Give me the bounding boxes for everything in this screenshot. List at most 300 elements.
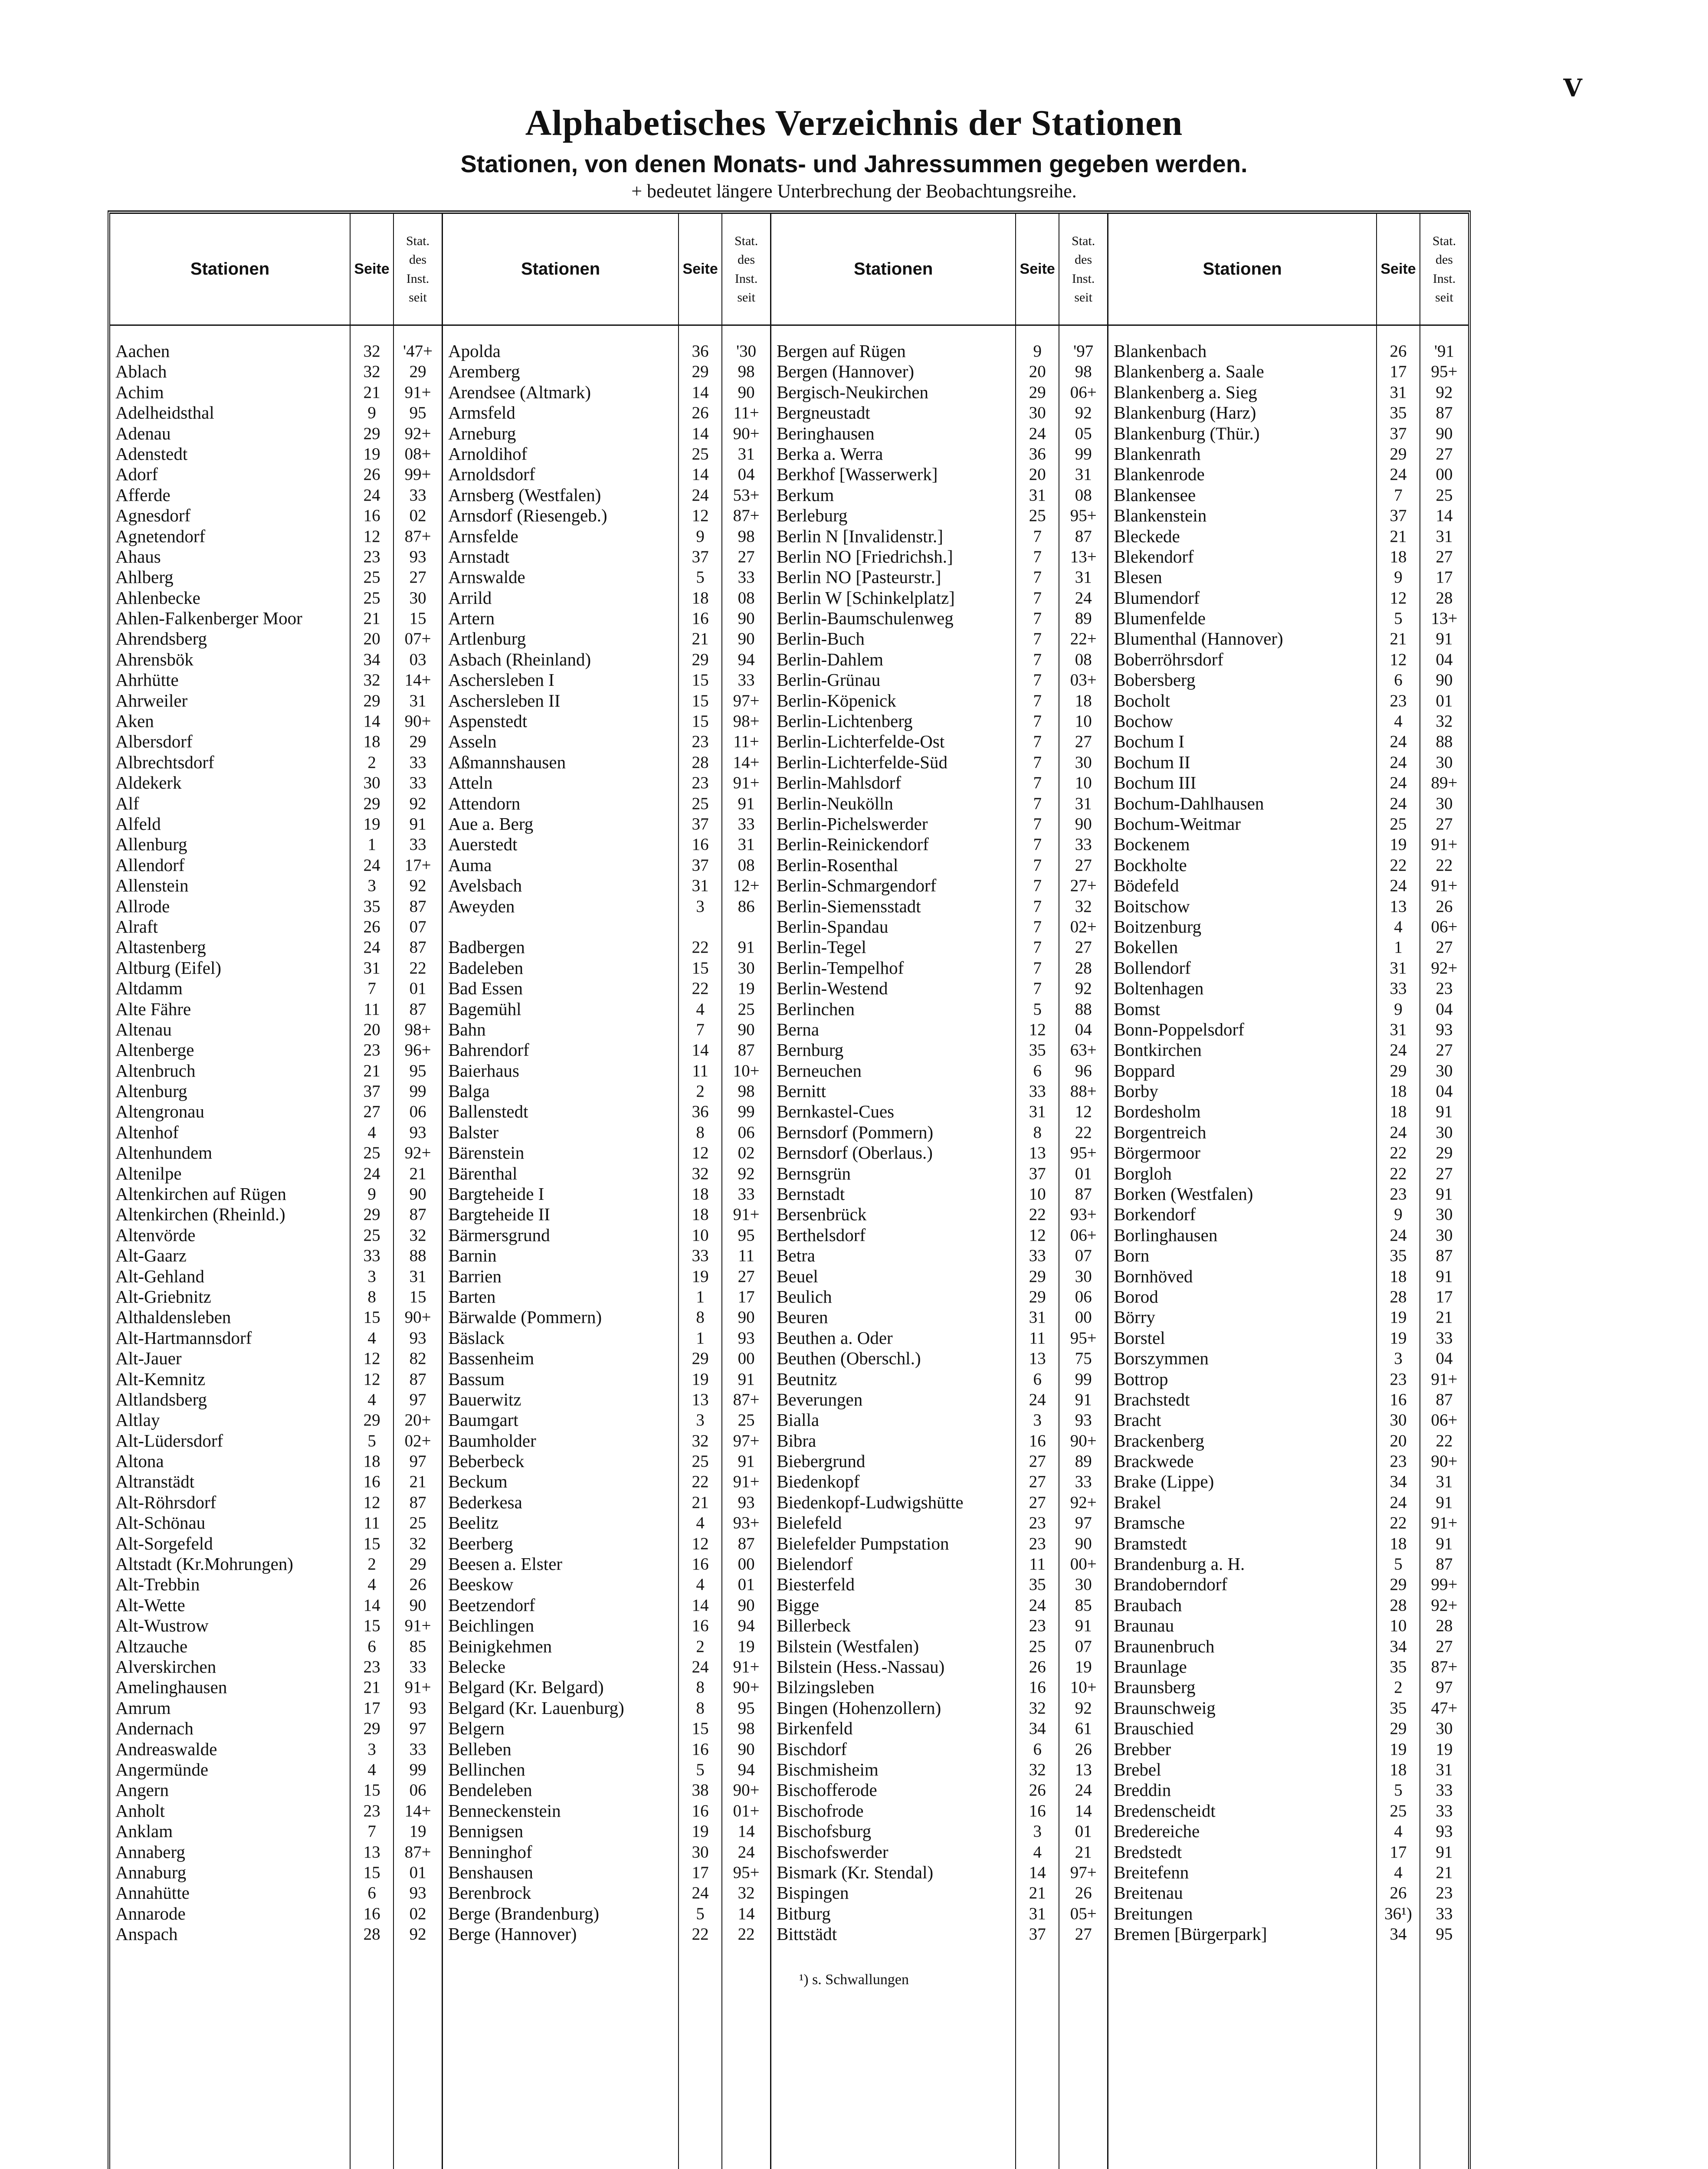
station-stat-seit: 91: [738, 938, 755, 957]
station-name: Bochum I: [1114, 731, 1185, 752]
station-name: Bärenstein: [448, 1143, 525, 1163]
station-stat-seit: '91: [1434, 342, 1455, 360]
station-name: Badbergen: [448, 937, 525, 957]
station-stat-seit: 28: [1436, 1616, 1453, 1635]
station-seite: 21: [1390, 527, 1407, 546]
station-name: Bleckede: [1114, 526, 1180, 546]
station-seite: 37: [692, 855, 709, 875]
header-stat-des-inst-seit: [394, 214, 442, 326]
station-name: Bramsche: [1114, 1513, 1185, 1533]
station-name: Ahrweiler: [115, 690, 188, 711]
station-stat-seit: 02: [738, 1143, 755, 1163]
station-seite: 27: [1029, 1493, 1046, 1512]
station-stat-seit: 90: [409, 1596, 426, 1615]
station-stat-seit: 99: [738, 1102, 755, 1121]
station-name: Aachen: [115, 341, 170, 361]
station-seite: 32: [692, 1431, 709, 1450]
station-stat-seit: 87: [1436, 1246, 1453, 1265]
station-name: Biedenkopf: [777, 1471, 860, 1492]
station-name: Borlinghausen: [1114, 1225, 1218, 1245]
station-seite: 7: [1033, 547, 1042, 566]
station-seite: 11: [364, 999, 380, 1019]
header-stat-line: Stat.: [1072, 233, 1095, 248]
station-seite: 33: [363, 1246, 380, 1265]
station-stat-seit: 87: [409, 938, 426, 957]
station-seite: 1: [1394, 938, 1403, 957]
station-name: Bendeleben: [448, 1780, 532, 1800]
station-name: Altranstädt: [115, 1471, 195, 1492]
station-stat-seit: 31: [409, 1267, 426, 1286]
station-name: Bischofsburg: [777, 1821, 872, 1841]
station-seite: 18: [363, 732, 380, 751]
station-seite: 4: [696, 999, 705, 1019]
station-stat-seit: 30: [1075, 1267, 1092, 1286]
station-seite: 14: [692, 1041, 709, 1060]
station-name: Belleben: [448, 1739, 511, 1759]
station-stat-seit: 92: [1075, 1698, 1092, 1717]
station-stat-seit: 87+: [1431, 1658, 1458, 1676]
station-seite: 29: [363, 424, 380, 443]
station-name: Agnesdorf: [115, 505, 191, 526]
header-stat-line: des: [738, 252, 755, 267]
station-name: Alt-Röhrsdorf: [115, 1492, 216, 1512]
station-stat-seit: 92+: [404, 1143, 431, 1163]
station-stat-seit: 61: [1075, 1719, 1092, 1738]
station-seite: 12: [692, 1143, 709, 1163]
station-seite: 16: [692, 1616, 709, 1635]
station-name: Berlin-Köpenick: [777, 690, 896, 711]
station-stat-seit: 99: [409, 1082, 426, 1101]
station-name: Bontkirchen: [1114, 1040, 1202, 1060]
station-stat-seit: 91+: [733, 1472, 760, 1491]
station-stat-seit: 91: [1436, 1102, 1453, 1121]
station-seite: 29: [1029, 1267, 1046, 1286]
station-name: Ahrendsberg: [115, 629, 207, 649]
station-stat-seit: 26: [409, 1575, 426, 1594]
station-stat-seit: 87: [409, 1205, 426, 1224]
station-name: Blekendorf: [1114, 546, 1194, 567]
station-name: Beulich: [777, 1286, 832, 1307]
station-name: Alt-Wustrow: [115, 1615, 209, 1636]
station-seite: 13: [692, 1390, 709, 1409]
station-name: Bernkastel-Cues: [777, 1101, 895, 1122]
station-seite: 6: [1394, 671, 1403, 690]
header-stationen: Stationen: [771, 214, 1015, 326]
station-seite: 14: [363, 1596, 380, 1615]
station-stat-seit: 87: [1075, 527, 1092, 546]
station-name: Braunlage: [1114, 1657, 1187, 1677]
station-seite: 37: [1029, 1164, 1046, 1183]
station-name: Bielefelder Pumpstation: [777, 1533, 949, 1553]
station-name: Bernstadt: [777, 1184, 845, 1204]
station-stat-seit: 94: [738, 1760, 755, 1779]
station-name: Bokellen: [1114, 937, 1178, 957]
station-stat-seit: 17: [1436, 1287, 1453, 1306]
station-stat-seit: 91: [1436, 1534, 1453, 1553]
station-stat-seit: 87: [738, 1534, 755, 1553]
station-seite: 34: [1029, 1719, 1046, 1738]
station-seite: 16: [692, 835, 709, 854]
station-stat-seit: 93: [409, 1884, 426, 1903]
station-seite: 21: [692, 629, 709, 649]
station-name: Ahaus: [115, 546, 161, 567]
station-name: Artern: [448, 608, 495, 629]
station-stat-seit: 04: [1075, 1020, 1092, 1039]
station-stat-seit: 10: [1075, 712, 1092, 731]
station-name: Alt-Sorgefeld: [115, 1533, 213, 1553]
station-seite: 3: [367, 876, 376, 895]
header-stat-des-inst-seit: [1059, 214, 1107, 326]
station-seite: 9: [1394, 1205, 1403, 1224]
station-seite: 8: [696, 1308, 705, 1327]
station-stat-seit: 27: [1436, 1164, 1453, 1183]
station-name: Adenau: [115, 423, 171, 443]
station-seite: 19: [692, 1822, 709, 1841]
station-name: Bilzingsleben: [777, 1677, 875, 1697]
station-seite: 16: [1390, 1390, 1407, 1409]
station-name: Belecke: [448, 1657, 506, 1677]
station-stat-seit: 26: [1075, 1884, 1092, 1903]
station-stat-seit: 24: [1075, 588, 1092, 607]
station-name: Benneckenstein: [448, 1800, 561, 1821]
station-stat-seit: 93: [1436, 1020, 1453, 1039]
station-stat-seit: 06: [738, 1123, 755, 1142]
station-name: Blankenburg (Thür.): [1114, 423, 1260, 443]
station-seite: 15: [363, 1781, 380, 1800]
station-stat-seit: 27: [1075, 938, 1092, 957]
station-seite: 29: [1390, 1719, 1407, 1738]
station-stat-seit: 31: [1436, 527, 1453, 546]
station-name: Belgard (Kr. Lauenburg): [448, 1697, 624, 1718]
station-name: Alraft: [115, 916, 158, 937]
station-name: Alt-Wette: [115, 1595, 185, 1615]
station-name: Bochow: [1114, 711, 1173, 731]
station-name: Bargteheide I: [448, 1184, 544, 1204]
station-name: Biesterfeld: [777, 1574, 855, 1595]
station-name: Bergisch-Neukirchen: [777, 382, 929, 402]
station-name: Adenstedt: [115, 443, 188, 464]
station-seite: 25: [1390, 1801, 1407, 1820]
station-name: Borgloh: [1114, 1163, 1172, 1183]
station-name: Blumenthal (Hannover): [1114, 629, 1283, 649]
station-seite: 30: [363, 773, 380, 793]
station-stat-seit: 90+: [733, 1781, 760, 1800]
station-name: Auerstedt: [448, 834, 518, 855]
station-stat-seit: 88: [409, 1246, 426, 1265]
station-seite: 29: [363, 1205, 380, 1224]
page-subtitle: Stationen, von denen Monats- und Jahressummen gegeben werden.: [460, 150, 1248, 177]
station-seite: 12: [363, 1493, 380, 1512]
station-name: Arnstadt: [448, 546, 510, 567]
station-name: Albersdorf: [115, 731, 193, 752]
station-stat-seit: 90+: [733, 1678, 760, 1697]
station-name: Altenvörde: [115, 1225, 196, 1245]
station-name: Bielefeld: [777, 1513, 842, 1533]
station-stat-seit: 08+: [404, 444, 431, 463]
station-name: Arendsee (Altmark): [448, 382, 591, 402]
station-stat-seit: 91: [1436, 629, 1453, 649]
station-seite: 29: [1390, 444, 1407, 463]
station-name: Bobersberg: [1114, 670, 1196, 690]
station-name: Altenkirchen auf Rügen: [115, 1184, 286, 1204]
station-stat-seit: 30: [1075, 753, 1092, 772]
station-name: Breitungen: [1114, 1903, 1193, 1923]
station-stat-seit: 91: [738, 794, 755, 813]
station-seite: 16: [1029, 1431, 1046, 1450]
station-name: Aldekerk: [115, 773, 182, 793]
station-name: Bernsdorf (Pommern): [777, 1122, 934, 1142]
station-name: Alt-Gehland: [115, 1266, 204, 1286]
station-stat-seit: 14: [1436, 506, 1453, 525]
station-stat-seit: 04: [1436, 1349, 1453, 1368]
station-seite: 29: [363, 794, 380, 813]
station-stat-seit: 87+: [733, 1390, 760, 1409]
station-stat-seit: 33: [1075, 1472, 1092, 1491]
station-seite: 31: [1390, 1020, 1407, 1039]
station-stat-seit: 98: [738, 527, 755, 546]
station-name: Altlay: [115, 1410, 160, 1430]
station-seite: 25: [1029, 506, 1046, 525]
station-stat-seit: 10+: [733, 1061, 760, 1080]
station-stat-seit: 94: [738, 650, 755, 669]
station-seite: 37: [692, 547, 709, 566]
station-stat-seit: 87: [1436, 1555, 1453, 1574]
station-seite: 14: [692, 424, 709, 443]
station-stat-seit: 32: [1075, 897, 1092, 916]
station-name: Blankenstein: [1114, 505, 1207, 526]
header-stat-line: Inst.: [734, 271, 758, 286]
station-stat-seit: 87: [1436, 403, 1453, 423]
station-stat-seit: 93: [409, 1698, 426, 1717]
station-seite: 24: [1390, 876, 1407, 895]
station-seite: 23: [692, 732, 709, 751]
station-name: Boppard: [1114, 1060, 1175, 1081]
station-seite: 4: [1394, 1863, 1403, 1882]
station-name: Berthelsdorf: [777, 1225, 866, 1245]
station-seite: 10: [1029, 1185, 1046, 1204]
station-stat-seit: 92+: [1431, 1596, 1458, 1615]
station-name: Annarode: [115, 1903, 186, 1923]
station-name: Anklam: [115, 1821, 173, 1841]
station-name: Aweyden: [448, 896, 515, 916]
station-name: Bochum II: [1114, 752, 1190, 772]
station-name: Adorf: [115, 464, 158, 485]
station-seite: [679, 917, 721, 937]
station-name: Braunschweig: [1114, 1697, 1216, 1718]
station-seite: 19: [1390, 835, 1407, 854]
station-name: Bäslack: [448, 1327, 505, 1348]
station-seite: 29: [1029, 1287, 1046, 1306]
station-seite: 6: [1033, 1740, 1042, 1759]
station-seite: 11: [1029, 1328, 1046, 1347]
station-name: Alt-Lüdersdorf: [115, 1430, 223, 1451]
station-seite: 18: [692, 1205, 709, 1224]
station-stat-seit: 02+: [404, 1431, 431, 1450]
station-stat-seit: 01: [1075, 1164, 1092, 1183]
header-stat-line: des: [409, 252, 427, 267]
station-stat-seit: 93: [738, 1493, 755, 1512]
station-name: Brackwede: [1114, 1451, 1194, 1471]
station-stat-seit: 19: [1075, 1658, 1092, 1676]
station-stat-seit: 15: [409, 1287, 426, 1306]
station-stat-seit: 87: [409, 897, 426, 916]
station-stat-seit: 33: [409, 1740, 426, 1759]
station-name: Berenbrock: [448, 1883, 531, 1903]
station-stat-seit: 21: [409, 1164, 426, 1183]
station-seite: 1: [696, 1328, 705, 1347]
station-name: Arnsberg (Westfalen): [448, 485, 601, 505]
station-name: Berlin-Mahlsdorf: [777, 773, 902, 793]
station-name: Bassum: [448, 1369, 505, 1389]
station-seite: 2: [696, 1082, 705, 1101]
station-name: Blankensee: [1114, 485, 1196, 505]
station-name: Brakel: [1114, 1492, 1161, 1512]
station-seite: 29: [692, 362, 709, 381]
station-seite: 26: [363, 917, 380, 936]
station-seite: 32: [1029, 1698, 1046, 1717]
station-name: Avelsbach: [448, 875, 522, 896]
station-seite: 16: [692, 1555, 709, 1574]
station-name: Birkenfeld: [777, 1718, 853, 1739]
station-stat-seit: 04: [1436, 999, 1453, 1019]
station-seite: 22: [1390, 1164, 1407, 1183]
station-seite: 25: [692, 444, 709, 463]
station-seite: 2: [1394, 1678, 1403, 1697]
station-seite: 5: [1394, 1555, 1403, 1574]
station-seite: 30: [1390, 1411, 1407, 1430]
station-stat-seit: 92: [1075, 979, 1092, 998]
station-seite: 23: [1029, 1534, 1046, 1553]
station-seite: 12: [363, 527, 380, 546]
station-stat-seit: 99: [1075, 444, 1092, 463]
station-seite: 33: [1029, 1246, 1046, 1265]
station-name: Altburg (Eifel): [115, 957, 222, 978]
station-stat-seit: 12+: [733, 876, 760, 895]
station-name: Berka a. Werra: [777, 443, 883, 464]
station-name: Alf: [115, 793, 139, 813]
station-name: Albrechtsdorf: [115, 752, 214, 772]
station-name: Afferde: [115, 485, 170, 505]
station-name: Brackenberg: [1114, 1430, 1204, 1451]
station-name: Ahlenbecke: [115, 587, 200, 608]
station-name: Bitburg: [777, 1903, 831, 1923]
station-seite: 13: [1029, 1349, 1046, 1368]
station-name: Arnoldsdorf: [448, 464, 535, 485]
station-stat-seit: 95+: [1070, 1143, 1097, 1163]
station-seite: 25: [363, 1143, 380, 1163]
station-seite: 17: [1390, 1842, 1407, 1861]
station-seite: 25: [363, 1225, 380, 1245]
station-seite: 25: [363, 568, 380, 587]
station-stat-seit: 27: [1436, 1637, 1453, 1656]
station-name: Berlin-Siemensstadt: [777, 896, 921, 916]
header-stat-line: Stat.: [1432, 233, 1456, 248]
station-stat-seit: 17+: [404, 855, 431, 875]
station-seite: 9: [1394, 568, 1403, 587]
station-name: Bergen auf Rügen: [777, 341, 906, 361]
station-seite: 25: [1029, 1637, 1046, 1656]
station-name: Berlin W [Schinkelplatz]: [777, 587, 955, 608]
station-seite: 31: [692, 876, 709, 895]
station-name: Artlenburg: [448, 629, 526, 649]
station-seite: 24: [1390, 465, 1407, 484]
station-seite: 20: [363, 1020, 380, 1039]
station-stat-seit: 90: [738, 1740, 755, 1759]
station-stat-seit: 91+: [733, 1658, 760, 1676]
station-seite: 19: [1390, 1328, 1407, 1347]
station-name: Altenburg: [115, 1081, 187, 1101]
station-stat-seit: 90: [1436, 671, 1453, 690]
station-name: Bocholt: [1114, 690, 1170, 711]
station-seite: 18: [692, 1185, 709, 1204]
station-name: Alverskirchen: [115, 1657, 216, 1677]
station-stat-seit: 31: [738, 835, 755, 854]
station-seite: 7: [1033, 958, 1042, 977]
station-stat-seit: 11+: [733, 403, 759, 423]
station-name: Asseln: [448, 731, 497, 752]
station-name-column: [110, 214, 351, 2169]
station-seite: 35: [1390, 403, 1407, 423]
station-name: Angern: [115, 1780, 169, 1800]
station-stat-seit: 95+: [1070, 1328, 1097, 1347]
station-stat-seit: '47+: [403, 342, 433, 360]
station-seite: 29: [363, 691, 380, 710]
station-seite: 18: [692, 588, 709, 607]
station-name: Angermünde: [115, 1759, 209, 1779]
station-stat-seit: 97: [1436, 1678, 1453, 1697]
station-stat-seit: 30: [409, 588, 426, 607]
station-seite: 14: [692, 1596, 709, 1615]
station-name: Altengronau: [115, 1101, 204, 1122]
station-stat-seit: 33: [738, 814, 755, 833]
station-name: Bischmisheim: [777, 1759, 879, 1779]
station-seite: 26: [1029, 1781, 1046, 1800]
header-seite: Seite: [1016, 214, 1059, 326]
station-stat-seit: 99: [1075, 1370, 1092, 1389]
station-seite: 24: [363, 485, 380, 505]
station-seite: 6: [367, 1637, 376, 1656]
station-name: Bottrop: [1114, 1369, 1168, 1389]
station-name: Bersenbrück: [777, 1204, 867, 1225]
station-seite: 18: [363, 1452, 380, 1471]
station-seite: 17: [1390, 362, 1407, 381]
station-stat-seit: 91: [738, 1370, 755, 1389]
station-name: Altenhundem: [115, 1143, 213, 1163]
station-stat-seit: 22+: [1070, 629, 1097, 649]
station-stat-seit: 92: [409, 1925, 426, 1944]
station-stat-seit: 95: [409, 403, 426, 423]
station-stat-seit: 27: [738, 547, 755, 566]
station-stat-seit: 33: [1436, 1801, 1453, 1820]
station-stat-seit: 21: [1436, 1308, 1453, 1327]
station-stat-seit: 90+: [733, 424, 760, 443]
station-name: Brauschied: [1114, 1718, 1194, 1739]
station-seite: 10: [1390, 1616, 1407, 1635]
station-stat-seit: 14: [738, 1822, 755, 1841]
station-seite: 22: [1390, 1143, 1407, 1163]
station-name: Bialla: [777, 1410, 820, 1430]
station-seite: 22: [1390, 1514, 1407, 1533]
station-name: Alt-Kemnitz: [115, 1369, 206, 1389]
station-name: Alt-Hartmannsdorf: [115, 1327, 252, 1348]
station-name: Aßmannshausen: [448, 752, 566, 772]
station-stat-seit: 87+: [404, 1842, 431, 1861]
station-name: Boitschow: [1114, 896, 1190, 916]
station-seite: 21: [363, 383, 380, 402]
station-name: Asbach (Rheinland): [448, 649, 591, 669]
header-stat-line: Inst.: [406, 271, 429, 286]
station-name: Alt-Gaarz: [115, 1245, 187, 1266]
